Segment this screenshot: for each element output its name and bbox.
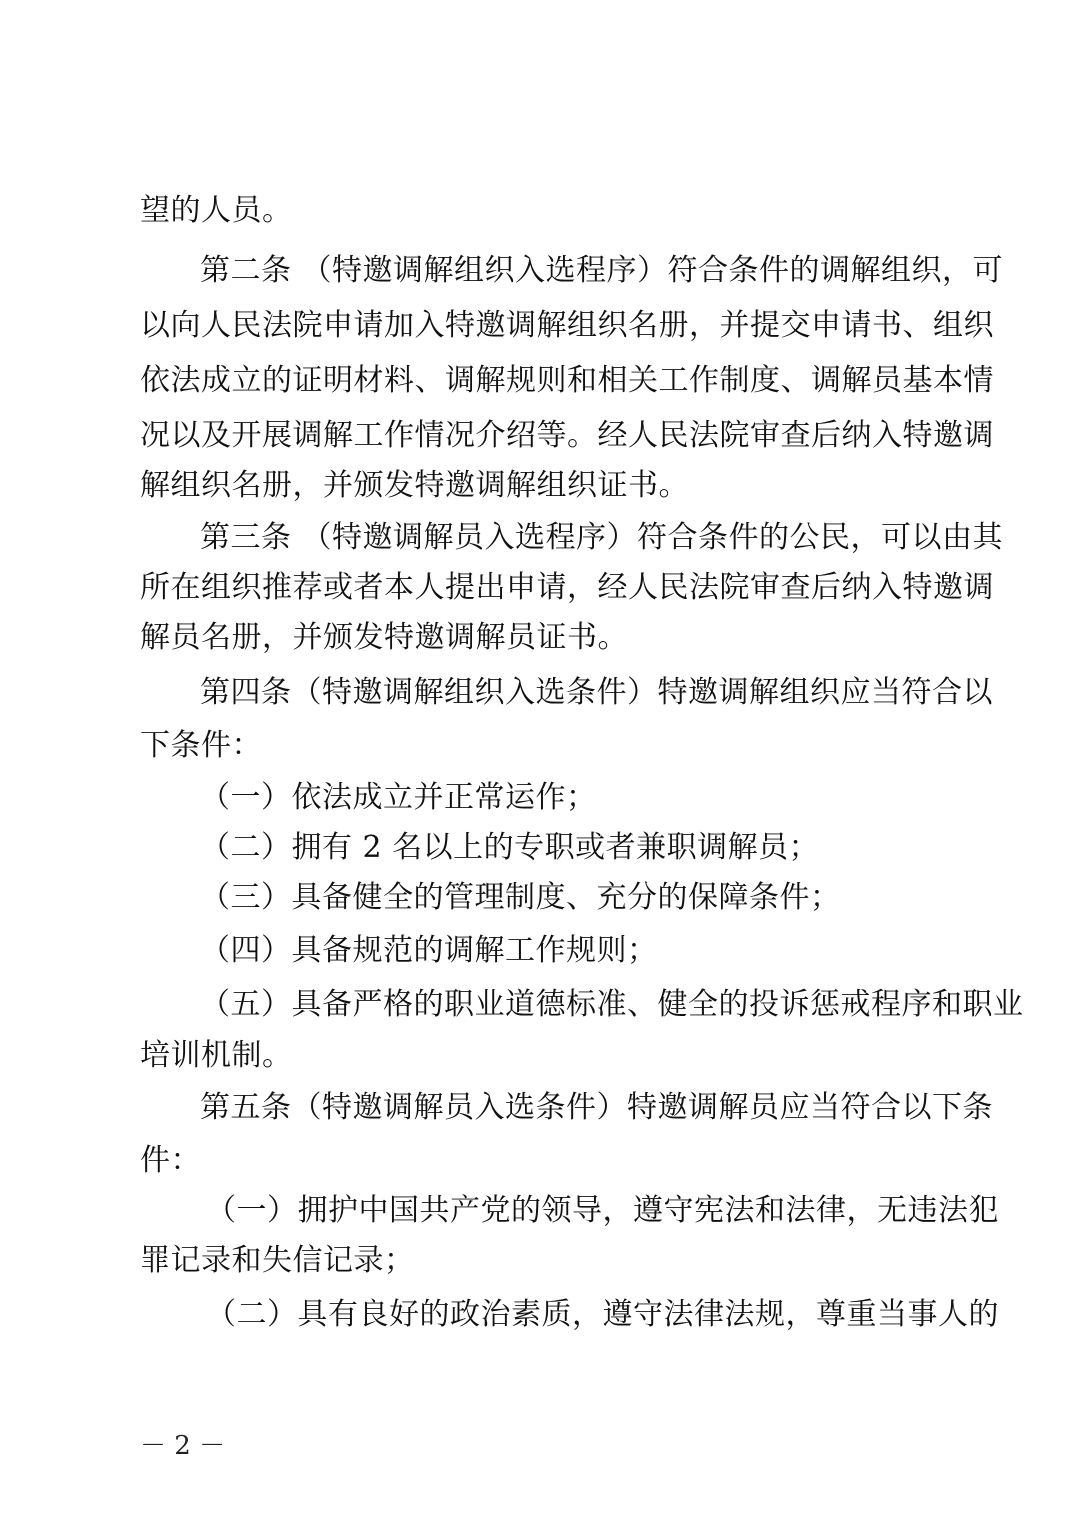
text-line: （二）具有良好的政治素质，遵守法律法规，尊重当事人的: [206, 1297, 999, 1332]
text-line: 况以及开展调解工作情况介绍等。经人民法院审查后纳入特邀调: [140, 418, 994, 453]
text-line: 下条件：: [140, 728, 262, 763]
text-line: 件：: [140, 1143, 201, 1178]
text-line: 依法成立的证明材料、调解规则和相关工作制度、调解员基本情: [140, 363, 994, 398]
text-line: （二）拥有 2 名以上的专职或者兼职调解员；: [200, 830, 820, 865]
page-number: － 2 －: [140, 1431, 226, 1461]
text-line: （三）具备健全的管理制度、充分的保障条件；: [200, 880, 841, 915]
text-line: 第五条（特邀调解员入选条件）特邀调解员应当符合以下条: [200, 1090, 993, 1125]
text-line: 罪记录和失信记录；: [140, 1243, 415, 1278]
text-line: 解组织名册，并颁发特邀调解组织证书。: [140, 468, 689, 503]
text-line: 解员名册，并颁发特邀调解员证书。: [140, 620, 628, 655]
text-line: 望的人员。: [140, 193, 293, 228]
text-line: 第二条 （特邀调解组织入选程序）符合条件的调解组织，可: [200, 253, 1004, 288]
text-line: （四）具备规范的调解工作规则；: [200, 933, 658, 968]
text-line: 第三条 （特邀调解员入选程序）符合条件的公民，可以由其: [200, 520, 1004, 555]
text-line: 所在组织推荐或者本人提出申请，经人民法院审查后纳入特邀调: [140, 570, 994, 605]
text-line: 第四条（特邀调解组织入选条件）特邀调解组织应当符合以: [200, 675, 993, 710]
text-line: 以向人民法院申请加入特邀调解组织名册，并提交申请书、组织: [140, 308, 994, 343]
text-line: （一）拥护中国共产党的领导，遵守宪法和法律，无违法犯: [206, 1193, 999, 1228]
text-line: （五）具备严格的职业道德标准、健全的投诉惩戒程序和职业: [200, 987, 1024, 1022]
text-line: 培训机制。: [140, 1038, 293, 1073]
text-line: （一）依法成立并正常运作；: [200, 780, 597, 815]
